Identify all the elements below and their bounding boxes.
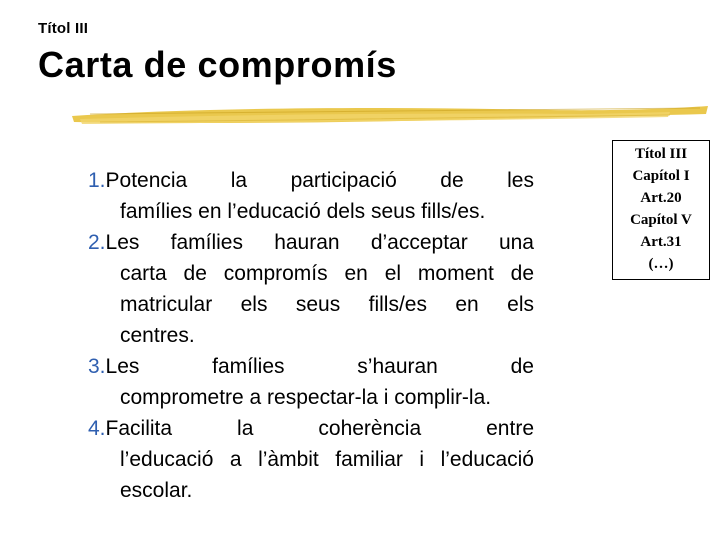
point-2-cont [88, 289, 534, 320]
point-text: matricular els seus fills/es en els [120, 293, 534, 316]
point-number: 4. [88, 417, 106, 440]
point-text: Facilita la coherència entre [105, 417, 534, 440]
point-3-cont [88, 382, 534, 413]
point-2-cont [88, 258, 534, 289]
point-number: 3. [88, 355, 106, 378]
point-3 [88, 351, 534, 382]
reference-line: Capítol V [630, 212, 692, 228]
point-number: 1. [88, 169, 106, 192]
reference-line: Art.20 [640, 190, 682, 206]
point-text: l’educació a l’àmbit familiar i l’educació [120, 448, 534, 471]
point-text: centres. [120, 324, 195, 347]
point-text: Potencia la participació de les [105, 169, 534, 192]
point-text: famílies en l’educació dels seus fills/es. [120, 200, 486, 223]
point-text: Les famílies hauran d’acceptar una [105, 231, 534, 254]
reference-line: Art.31 [640, 234, 682, 250]
point-2-cont [88, 320, 534, 351]
page-title: Carta de compromís [38, 44, 397, 85]
reference-line: Títol III [634, 146, 688, 162]
point-1-cont [88, 196, 534, 227]
point-4-cont [88, 475, 534, 506]
commitment-points [88, 165, 534, 506]
reference-line: Capítol I [632, 168, 690, 184]
section-kicker: Títol III [38, 20, 89, 37]
legal-reference-box [612, 140, 710, 280]
point-text: Les famílies s’hauran de [105, 355, 534, 378]
point-text: carta de compromís en el moment de [120, 262, 534, 285]
point-4-cont [88, 444, 534, 475]
point-number: 2. [88, 231, 106, 254]
point-text: escolar. [120, 479, 193, 502]
reference-line: (…) [648, 256, 674, 272]
title-underline-brush [70, 102, 710, 132]
point-2 [88, 227, 534, 258]
point-text: comprometre a respectar-la i complir-la. [120, 386, 492, 409]
point-1 [88, 165, 534, 196]
point-4 [88, 413, 534, 444]
